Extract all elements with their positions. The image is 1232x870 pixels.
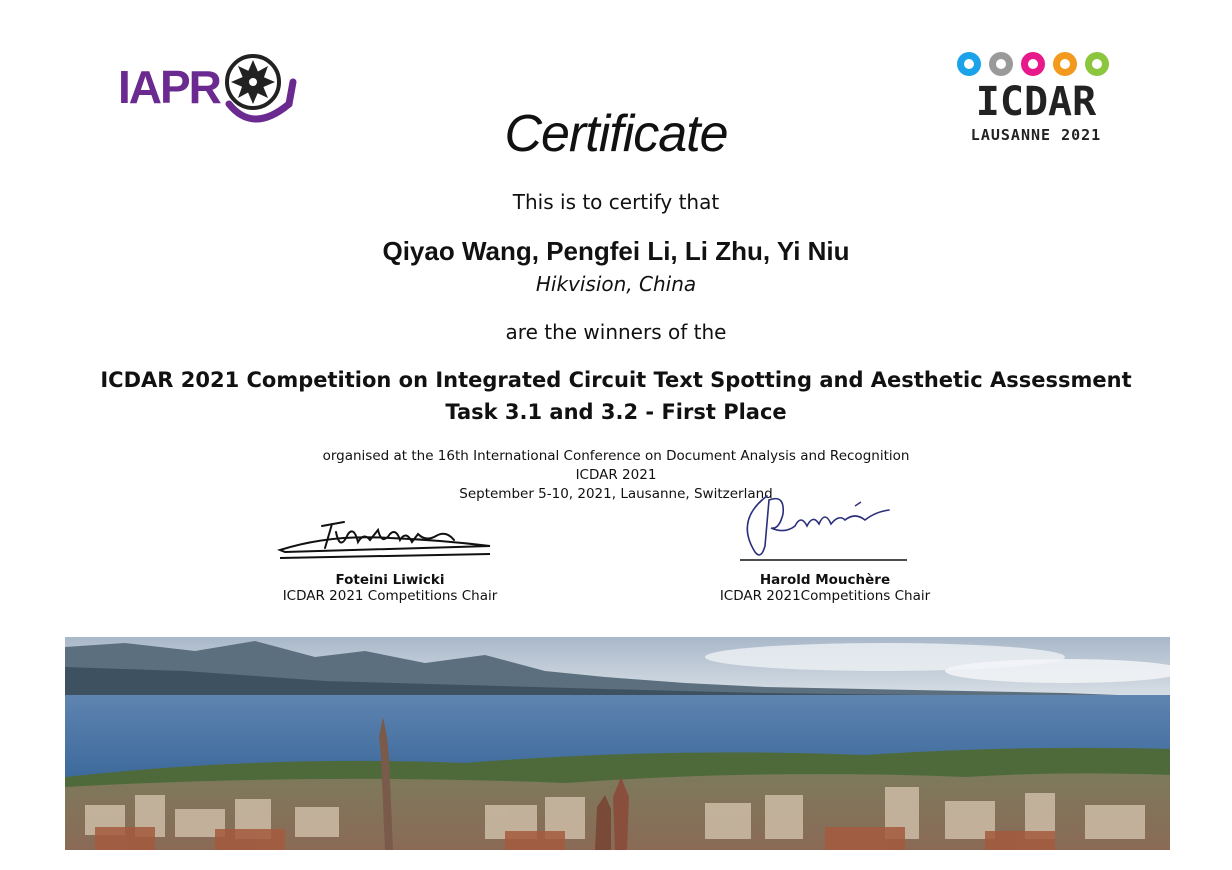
signatory-role-left: ICDAR 2021 Competitions Chair — [282, 588, 498, 604]
task-placement: Task 3.1 and 3.2 - First Place — [445, 400, 787, 424]
signature-mouchere-icon — [675, 490, 975, 568]
icdar-dot-icon — [957, 52, 981, 76]
panorama-illustration — [65, 637, 1170, 850]
signature-block-left — [240, 512, 540, 604]
certificate-title: Certificate — [504, 105, 728, 163]
recipient-names: Qiyao Wang, Pengfei Li, Li Zhu, Yi Niu — [382, 236, 850, 266]
icdar-logo-word: ICDAR — [975, 79, 1097, 125]
signatory-role-right: ICDAR 2021Competitions Chair — [719, 588, 931, 604]
icdar-dot-icon — [989, 52, 1013, 76]
icdar-logo-subtitle: LAUSANNE 2021 — [970, 126, 1102, 144]
iapr-logo-text: IAPR — [118, 61, 220, 113]
icdar-dot-icon — [1053, 52, 1077, 76]
signatory-name-left: Foteini Liwicki — [335, 572, 445, 588]
signature-liwicki-icon — [240, 512, 540, 568]
competition-title: ICDAR 2021 Competition on Integrated Circuit Text Spotting and Aesthetic Assessment — [100, 368, 1132, 392]
conference-name: ICDAR 2021 — [575, 467, 657, 483]
certify-text: This is to certify that — [512, 190, 720, 214]
recipient-affiliation: Hikvision, China — [535, 272, 697, 296]
icdar-dot-icon — [1021, 52, 1045, 76]
signature-block-right — [675, 490, 975, 604]
winners-text: are the winners of the — [505, 320, 727, 344]
signatory-name-right: Harold Mouchère — [759, 572, 891, 588]
organised-line: organised at the 16th International Conference on Document Analysis and Recognition — [322, 448, 910, 464]
icdar-dot-icon — [1085, 52, 1109, 76]
lausanne-panorama-image — [65, 637, 1170, 850]
conference-dates: September 5-10, 2021, Lausanne, Switzerland — [459, 486, 773, 502]
